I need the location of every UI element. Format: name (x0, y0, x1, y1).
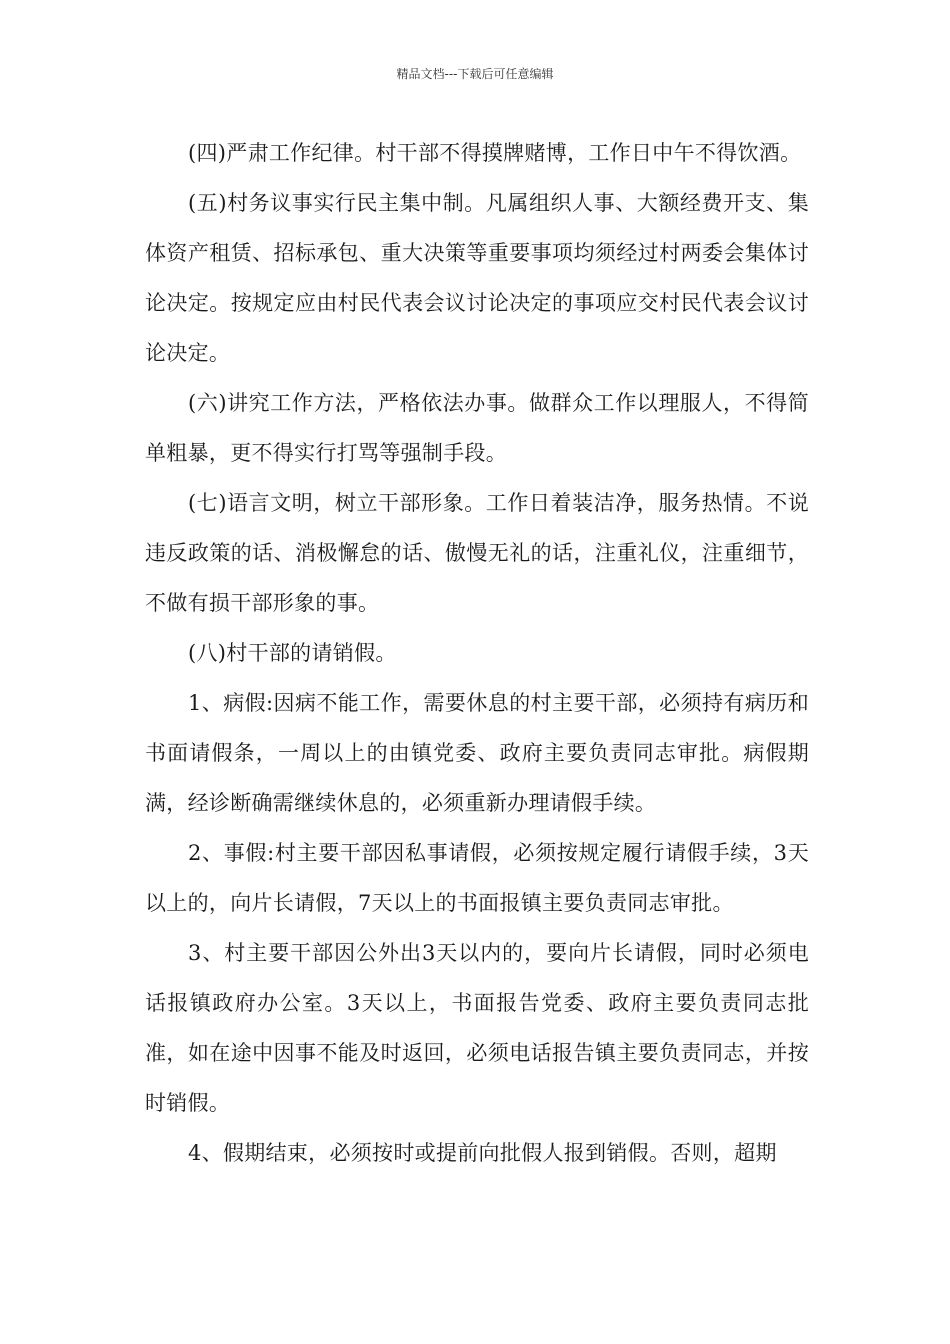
paragraph-personal-leave: 2、事假:村主要干部因私事请假，必须按规定履行请假手续，3天以上的，向片长请假，7天以上的书面报镇主要负责同志审批。 (145, 841, 809, 915)
paragraph-sick-leave: 1、病假:因病不能工作，需要休息的村主要干部，必须持有病历和书面请假条，一周以上的由镇党委、政府主要负责同志审批。病假期满，经诊断确需继续休息的，必须重新办理请假手续。 (145, 691, 809, 815)
paragraph-democratic-centralism: (五)村务议事实行民主集中制。凡属组织人事、大额经费开支、集体资产租赁、招标承包、重大决策等重要事项均须经过村两委会集体讨论决定。按规定应由村民代表会议讨论决定的事项应交村民代表会议讨论决定。 (145, 191, 809, 365)
paragraph-civil-language: (七)语言文明，树立干部形象。工作日着装洁净，服务热情。不说违反政策的话、消极懈怠的话、傲慢无礼的话，注重礼仪，注重细节，不做有损干部形象的事。 (145, 491, 809, 615)
paragraph-discipline: (四)严肃工作纪律。村干部不得摸牌赌博，工作日中午不得饮酒。 (188, 141, 802, 165)
paragraph-leave-end: 4、假期结束，必须按时或提前向批假人报到销假。否则，超期 (188, 1141, 777, 1165)
paragraph-business-travel: 3、村主要干部因公外出3天以内的，要向片长请假，同时必须电话报镇政府办公室。3天以上，书面报告党委、政府主要负责同志批准，如在途中因事不能及时返回，必须电话报告镇主要负责同志，并按时销假。 (145, 941, 809, 1115)
paragraph-work-methods: (六)讲究工作方法，严格依法办事。做群众工作以理服人，不得简单粗暴，更不得实行打骂等强制手段。 (145, 391, 809, 465)
paragraph-leave-heading: (八)村干部的请销假。 (188, 641, 397, 665)
page-header: 精品文档---下载后可任意编辑 (396, 67, 554, 81)
document-body (145, 128, 809, 1178)
